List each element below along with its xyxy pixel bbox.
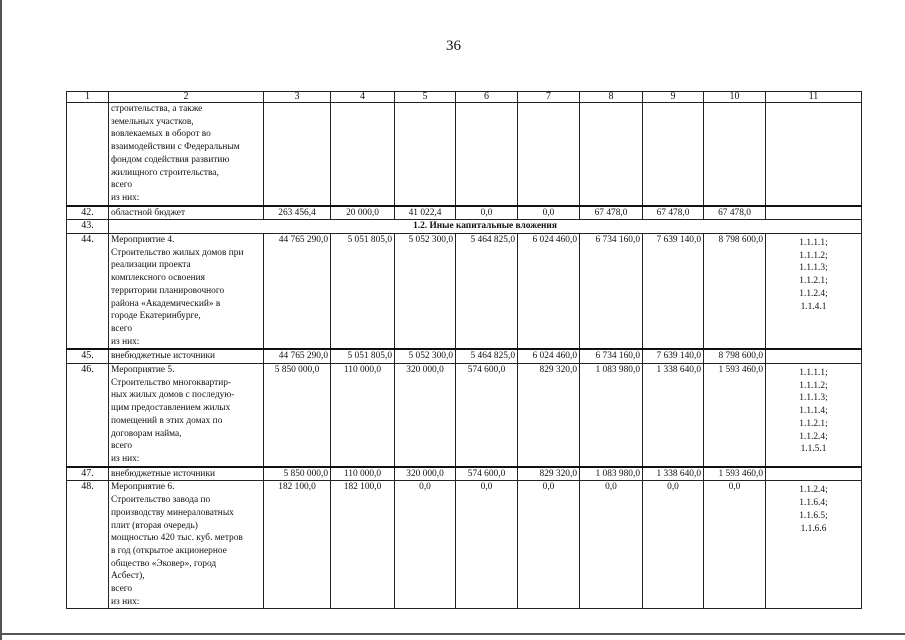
value-cell: 41 022,4 bbox=[395, 206, 456, 220]
value-cell: 5 464 825,0 bbox=[456, 349, 518, 363]
value-cell: 182 100,0 bbox=[264, 481, 331, 609]
value-cell: 0,0 bbox=[643, 481, 704, 609]
value-cell: 263 456,4 bbox=[264, 206, 331, 220]
codes-cell bbox=[766, 467, 862, 481]
column-number: 8 bbox=[580, 92, 643, 103]
row-name: областной бюджет bbox=[109, 206, 264, 220]
row-name: внебюджетные источники bbox=[109, 467, 264, 481]
value-cell: 5 052 300,0 bbox=[395, 234, 456, 350]
value-cell bbox=[395, 103, 456, 206]
budget-table bbox=[66, 91, 862, 609]
value-cell: 1 083 980,0 bbox=[580, 467, 643, 481]
value-cell: 5 052 300,0 bbox=[395, 349, 456, 363]
page-number: 36 bbox=[446, 38, 461, 54]
value-cell: 44 765 290,0 bbox=[264, 234, 331, 350]
table-row bbox=[67, 364, 862, 467]
value-cell: 6 734 160,0 bbox=[580, 349, 643, 363]
value-cell: 829 320,0 bbox=[518, 467, 580, 481]
value-cell: 0,0 bbox=[518, 481, 580, 609]
table-row bbox=[67, 234, 862, 350]
column-number: 5 bbox=[395, 92, 456, 103]
value-cell: 0,0 bbox=[456, 206, 518, 220]
value-cell bbox=[518, 103, 580, 206]
value-cell: 5 051 805,0 bbox=[331, 349, 395, 363]
value-cell: 6 024 460,0 bbox=[518, 349, 580, 363]
column-number: 9 bbox=[643, 92, 704, 103]
table-row bbox=[67, 467, 862, 481]
table-row bbox=[67, 481, 862, 609]
value-cell: 0,0 bbox=[704, 481, 766, 609]
value-cell: 1 083 980,0 bbox=[580, 364, 643, 467]
row-name: Мероприятие 6. Строительство завода по производству минераловатных плит (вторая очередь) мощностью 420 тыс. куб. метров в год (открытое акционерное общество «Эковер», город Асбест), всего из них: bbox=[109, 481, 264, 609]
codes-cell: 1.1.1.1; 1.1.1.2; 1.1.1.3; 1.1.2.1; 1.1.2.4; 1.1.4.1 bbox=[766, 234, 862, 350]
value-cell: 1 593 460,0 bbox=[704, 467, 766, 481]
value-cell: 5 051 805,0 bbox=[331, 234, 395, 350]
table-row bbox=[67, 103, 862, 206]
value-cell bbox=[704, 103, 766, 206]
table-row bbox=[67, 206, 862, 220]
value-cell bbox=[580, 103, 643, 206]
codes-cell bbox=[766, 349, 862, 363]
table-row bbox=[67, 220, 862, 234]
section-title: 1.2. Иные капитальные вложения bbox=[109, 220, 862, 234]
row-number: 45. bbox=[67, 349, 109, 363]
codes-cell: 1.1.1.1; 1.1.1.2; 1.1.1.3; 1.1.1.4; 1.1.2.1; 1.1.2.4; 1.1.5.1 bbox=[766, 364, 862, 467]
column-number: 1 bbox=[67, 92, 109, 103]
value-cell: 5 464 825,0 bbox=[456, 234, 518, 350]
codes-cell bbox=[766, 103, 862, 206]
value-cell: 1 338 640,0 bbox=[643, 364, 704, 467]
column-number: 4 bbox=[331, 92, 395, 103]
row-name: Мероприятие 4. Строительство жилых домов при реализации проекта комплексного освоения территории планировочного района «Академический» в городе Екатеринбурге, всего из них: bbox=[109, 234, 264, 350]
value-cell: 67 478,0 bbox=[704, 206, 766, 220]
value-cell: 7 639 140,0 bbox=[643, 234, 704, 350]
value-cell bbox=[264, 103, 331, 206]
value-cell: 20 000,0 bbox=[331, 206, 395, 220]
value-cell: 67 478,0 bbox=[580, 206, 643, 220]
value-cell: 6 734 160,0 bbox=[580, 234, 643, 350]
value-cell: 182 100,0 bbox=[331, 481, 395, 609]
value-cell: 320 000,0 bbox=[395, 364, 456, 467]
row-number: 46. bbox=[67, 364, 109, 467]
value-cell: 5 850 000,0 bbox=[264, 364, 331, 467]
row-name: строительства, а также земельных участков, вовлекаемых в оборот во взаимодействии с Федеральным фондом содействия развитию жилищного строительства, всего из них: bbox=[109, 103, 264, 206]
value-cell: 1 338 640,0 bbox=[643, 467, 704, 481]
value-cell: 7 639 140,0 bbox=[643, 349, 704, 363]
value-cell: 1 593 460,0 bbox=[704, 364, 766, 467]
column-number: 11 bbox=[766, 92, 862, 103]
value-cell: 110 000,0 bbox=[331, 467, 395, 481]
value-cell bbox=[331, 103, 395, 206]
column-number: 2 bbox=[109, 92, 264, 103]
column-number: 3 bbox=[264, 92, 331, 103]
row-number: 43. bbox=[67, 220, 109, 234]
page-bottom-edge bbox=[0, 633, 905, 635]
value-cell: 0,0 bbox=[580, 481, 643, 609]
value-cell: 0,0 bbox=[395, 481, 456, 609]
value-cell: 6 024 460,0 bbox=[518, 234, 580, 350]
value-cell: 110 000,0 bbox=[331, 364, 395, 467]
column-number: 10 bbox=[704, 92, 766, 103]
value-cell bbox=[643, 103, 704, 206]
value-cell: 0,0 bbox=[456, 481, 518, 609]
table-row bbox=[67, 349, 862, 363]
value-cell: 0,0 bbox=[518, 206, 580, 220]
row-name: внебюджетные источники bbox=[109, 349, 264, 363]
row-number: 42. bbox=[67, 206, 109, 220]
table-header-row bbox=[67, 92, 862, 103]
row-number: 44. bbox=[67, 234, 109, 350]
value-cell: 8 798 600,0 bbox=[704, 234, 766, 350]
value-cell: 5 850 000,0 bbox=[264, 467, 331, 481]
codes-cell: 1.1.2.4; 1.1.6.4; 1.1.6.5; 1.1.6.6 bbox=[766, 481, 862, 609]
value-cell bbox=[456, 103, 518, 206]
row-name: Мероприятие 5. Строительство многоквартир- ных жилых домов с последую- щим предоставлением жилых помещений в этих домах по договорам найма, всего из них: bbox=[109, 364, 264, 467]
value-cell: 8 798 600,0 bbox=[704, 349, 766, 363]
value-cell: 574 600,0 bbox=[456, 467, 518, 481]
value-cell: 67 478,0 bbox=[643, 206, 704, 220]
page-left-edge bbox=[0, 0, 2, 640]
value-cell: 829 320,0 bbox=[518, 364, 580, 467]
codes-cell bbox=[766, 206, 862, 220]
row-number bbox=[67, 103, 109, 206]
row-number: 47. bbox=[67, 467, 109, 481]
column-number: 7 bbox=[518, 92, 580, 103]
row-number: 48. bbox=[67, 481, 109, 609]
value-cell: 44 765 290,0 bbox=[264, 349, 331, 363]
column-number: 6 bbox=[456, 92, 518, 103]
value-cell: 574 600,0 bbox=[456, 364, 518, 467]
value-cell: 320 000,0 bbox=[395, 467, 456, 481]
